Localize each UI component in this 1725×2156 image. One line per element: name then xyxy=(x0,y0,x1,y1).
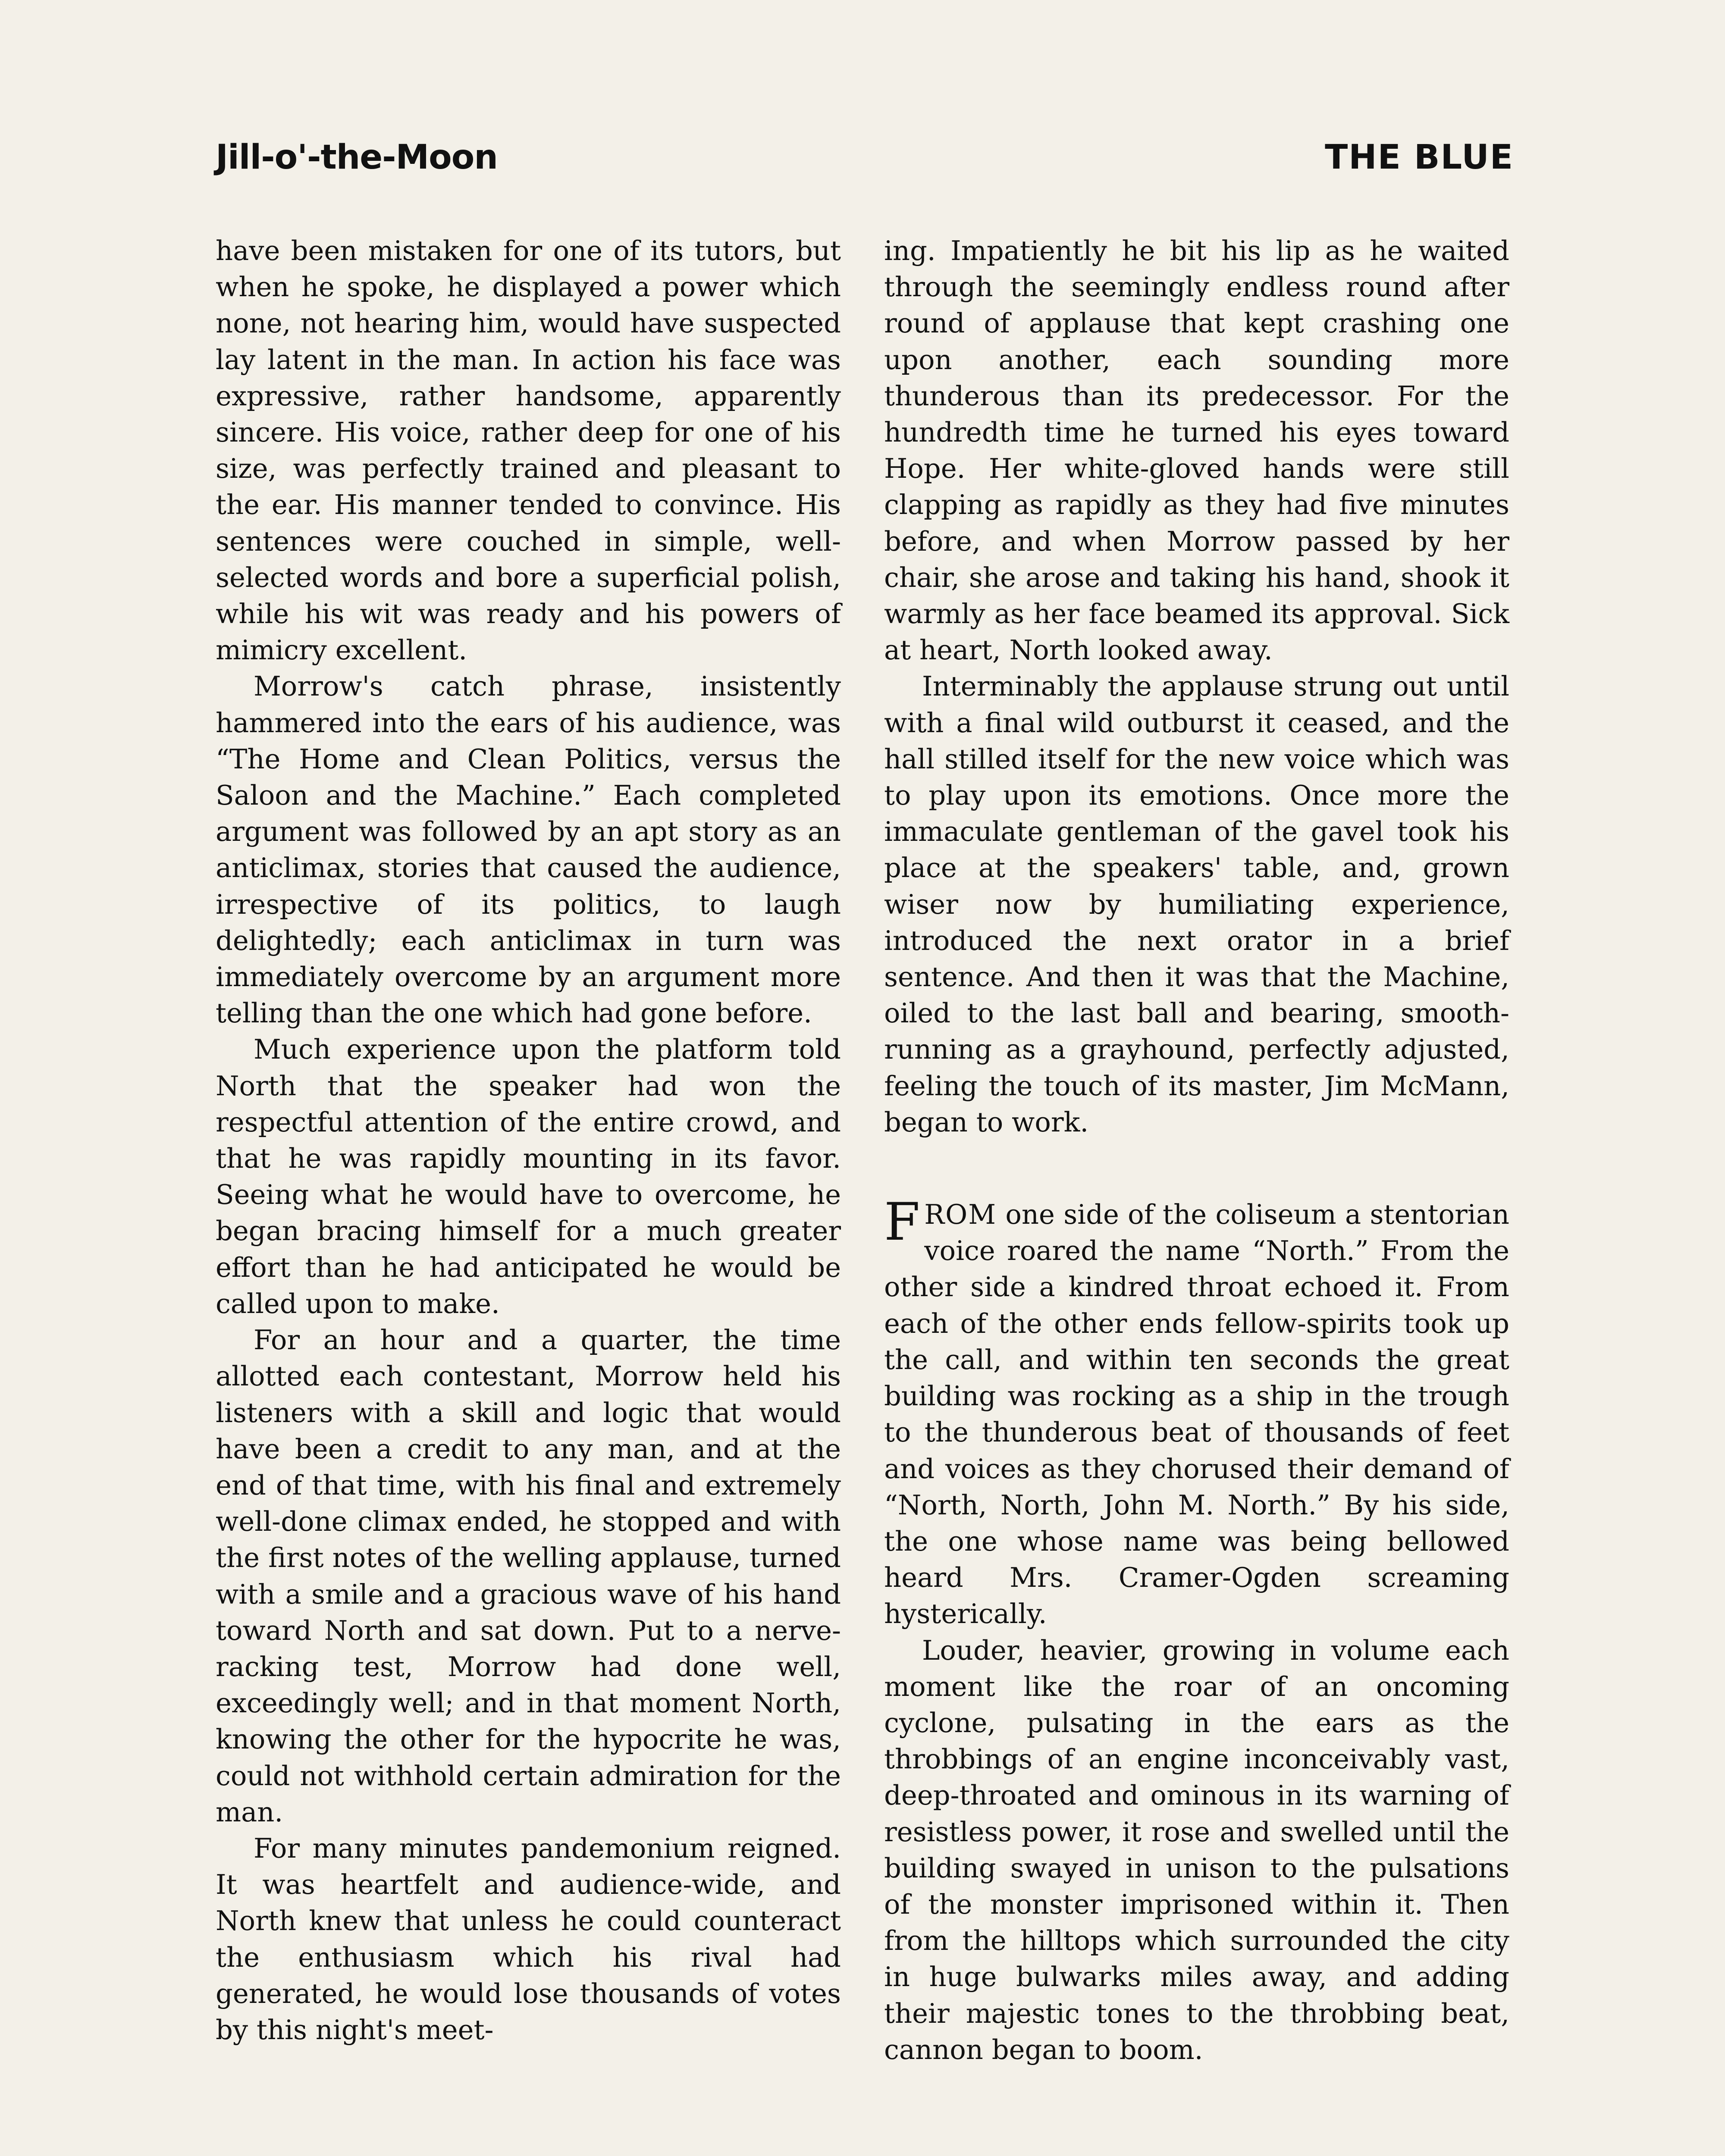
paragraph: For an hour and a quarter, the time allotted each contestant, Morrow held his listeners with a skill and logic that would have been a credit to any man, and at the end of that time, with his final and extremely well-done climax ended, he stopped and with the first notes of the welling applause, turned with a smile and a gracious wave of his hand toward North and sat down. Put to a nerve-racking test, Morrow had done well, exceedingly well; and in that moment North, knowing the other for the hypocrite he was, could not withhold certain admiration for the man. xyxy=(216,1324,841,1828)
running-head xyxy=(216,138,1514,185)
section-paragraph-text: one side of the coliseum a stentorian voice roared the name “North.” From the other side a kindred throat echoed it. From each of the other ends fellow-spirits took up the call, and within ten seconds the great building was rocking as a ship in the trough to the thunderous beat of thousands of feet and voices as they chorused their demand of “North, North, John M. North.” By his side, the one whose name was being bellowed heard Mrs. Cramer-Ogden screaming hysterically. xyxy=(884,1199,1509,1630)
running-head-title: Jill-o'-the-Moon xyxy=(216,138,498,177)
paragraph: Interminably the applause strung out until with a final wild outburst it ceased, and the hall stilled itself for the new voice which was to play upon its emotions. Once more the immaculate gentleman of the gavel took his place at the speakers' table, and, grown wiser now by humiliating experience, introduced the next orator in a brief sentence. And then it was that the Machine, oiled to the last ball and bearing, smooth-running as a grayhound, perfectly adjusted, feeling the touch of its master, Jim McMann, began to work. xyxy=(884,671,1509,1138)
paragraph: Louder, heavier, growing in volume each moment like the roar of an oncoming cyclone, pulsating in the ears as the throbbings of an engine inconceivably vast, deep-throated and ominous in its warning of resistless power, it rose and swelled until the building swayed in unison to the pulsations of the monster imprisoned within it. Then from the hilltops which surrounded the city in huge bulwarks miles away, and adding their majestic tones to the throbbing beat, cannon began to boom. xyxy=(884,1634,1509,2065)
section-opening-paragraph xyxy=(884,1192,1509,1632)
right-text-column xyxy=(884,233,1509,2156)
paragraph: ing. Impatiently he bit his lip as he waited through the seemingly endless round after round of applause that kept crashing one upon another, each sounding more thunderous than its predecessor. For the hundredth time he turned his eyes toward Hope. Her white-gloved hands were still clapping as rapidly as they had five minutes before, and when Morrow passed by her chair, she arose and taking his hand, shook it warmly as her face beamed its approval. Sick at heart, North looked away. xyxy=(884,235,1509,666)
drop-cap: F xyxy=(884,1192,920,1253)
paragraph: have been mistaken for one of its tutors, but when he spoke, he displayed a power which none, not hearing him, would have suspected lay latent in the man. In action his face was expressive, rather handsome, apparently sincere. His voice, rather deep for one of his size, was perfectly trained and pleasant to the ear. His manner tended to convince. His sentences were couched in simple, well-selected words and bore a superficial polish, while his wit was ready and his powers of mimicry excellent. xyxy=(216,235,841,666)
section-break xyxy=(884,1141,1509,1197)
section-lead-word: ROM xyxy=(924,1199,997,1231)
paragraph: Morrow's catch phrase, insistently hammered into the ears of his audience, was “The Home and Clean Politics, versus the Saloon and the Machine.” Each completed argument was followed by an apt story as an anticlimax, stories that caused the audience, irrespective of its politics, to laugh delightedly; each anticlimax in turn was immediately overcome by an argument more telling than the one which had gone before. xyxy=(216,671,841,1029)
running-head-magazine: THE BLUE xyxy=(1325,138,1514,177)
left-text-column xyxy=(216,233,841,2156)
paragraph: For many minutes pandemonium reigned. It was heartfelt and audience-wide, and North knew that unless he could counteract the enthusiasm which his rival had generated, he would lose thousands of votes by this night's meet- xyxy=(216,1832,841,2046)
paragraph: Much experience upon the platform told North that the speaker had won the respectful attention of the entire crowd, and that he was rapidly mounting in its favor. Seeing what he would have to overcome, he began bracing himself for a much greater effort than he had anticipated he would be called upon to make. xyxy=(216,1034,841,1319)
